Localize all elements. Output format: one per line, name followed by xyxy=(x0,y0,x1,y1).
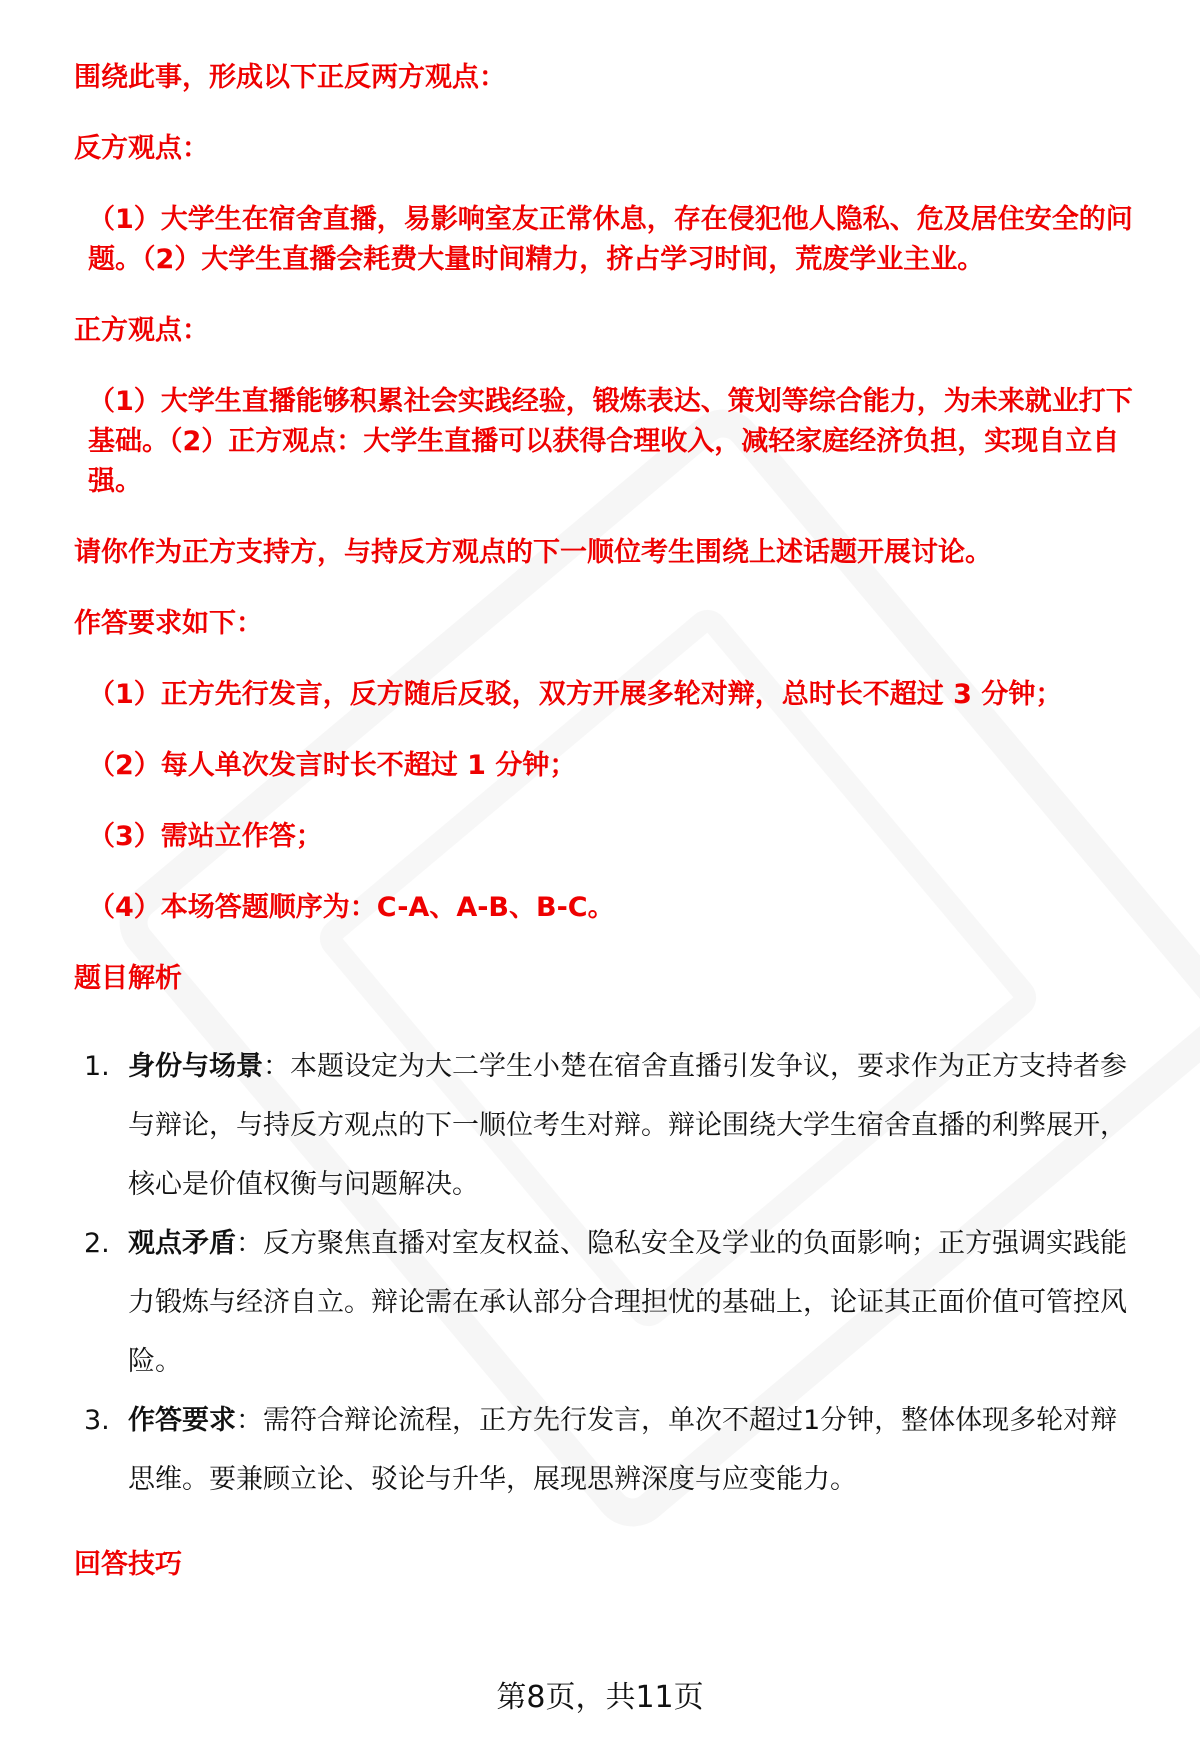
analysis-item xyxy=(74,1037,1144,1214)
requirement-item: （2）每人单次发言时长不超过 1 分钟； xyxy=(88,750,577,781)
analysis-item-label: 观点矛盾 xyxy=(128,1228,236,1259)
analysis-list xyxy=(74,1037,1144,1509)
requirement-item: （3）需站立作答； xyxy=(88,821,323,852)
analysis-item-text: ：需符合辩论流程，正方先行发言，单次不超过1分钟，整体体现多轮对辩思维。要兼顾立论、驳论与升华，展现思辨深度与应变能力。 xyxy=(128,1405,1118,1495)
analysis-item-label: 身份与场景 xyxy=(128,1051,263,1082)
analysis-item-number: 3. xyxy=(84,1405,110,1436)
analysis-item-text: ：反方聚焦直播对室友权益、隐私安全及学业的负面影响；正方强调实践能力锻炼与经济自立。辩论需在承认部分合理担忧的基础上，论证其正面价值可管控风险。 xyxy=(128,1228,1127,1377)
con-text: （1）大学生在宿舍直播，易影响室友正常休息，存在侵犯他人隐私、危及居住安全的问题。（2）大学生直播会耗费大量时间精力，挤占学习时间，荒废学业主业。 xyxy=(88,204,1133,275)
requirement-item: （1）正方先行发言，反方随后反驳，双方开展多轮对辩，总时长不超过 3 分钟； xyxy=(88,679,1063,710)
requirement-item: （4）本场答题顺序为：C-A、A-B、B-C。 xyxy=(88,892,615,923)
page-content xyxy=(74,58,1144,1623)
intro-text: 围绕此事，形成以下正反两方观点： xyxy=(74,62,506,93)
con-heading: 反方观点： xyxy=(74,133,209,164)
analysis-item-label: 作答要求 xyxy=(128,1405,236,1436)
skills-heading: 回答技巧 xyxy=(74,1549,182,1580)
task-text: 请你作为正方支持方，与持反方观点的下一顺位考生围绕上述话题开展讨论。 xyxy=(74,537,992,568)
analysis-item xyxy=(74,1214,1144,1391)
page-footer: 第8页，共11页 xyxy=(496,1680,704,1715)
analysis-item-number: 2. xyxy=(84,1228,110,1259)
analysis-item-number: 1. xyxy=(84,1051,110,1082)
pro-heading: 正方观点： xyxy=(74,315,209,346)
analysis-heading: 题目解析 xyxy=(74,963,182,994)
pro-text: （1）大学生直播能够积累社会实践经验，锻炼表达、策划等综合能力，为未来就业打下基础。（2）正方观点：大学生直播可以获得合理收入，减轻家庭经济负担，实现自立自强。 xyxy=(88,386,1133,497)
analysis-item xyxy=(74,1391,1144,1509)
analysis-item-text: ：本题设定为大二学生小楚在宿舍直播引发争议，要求作为正方支持者参与辩论，与持反方观点的下一顺位考生对辩。辩论围绕大学生宿舍直播的利弊展开，核心是价值权衡与问题解决。 xyxy=(128,1051,1127,1200)
requirements-heading: 作答要求如下： xyxy=(74,608,263,639)
